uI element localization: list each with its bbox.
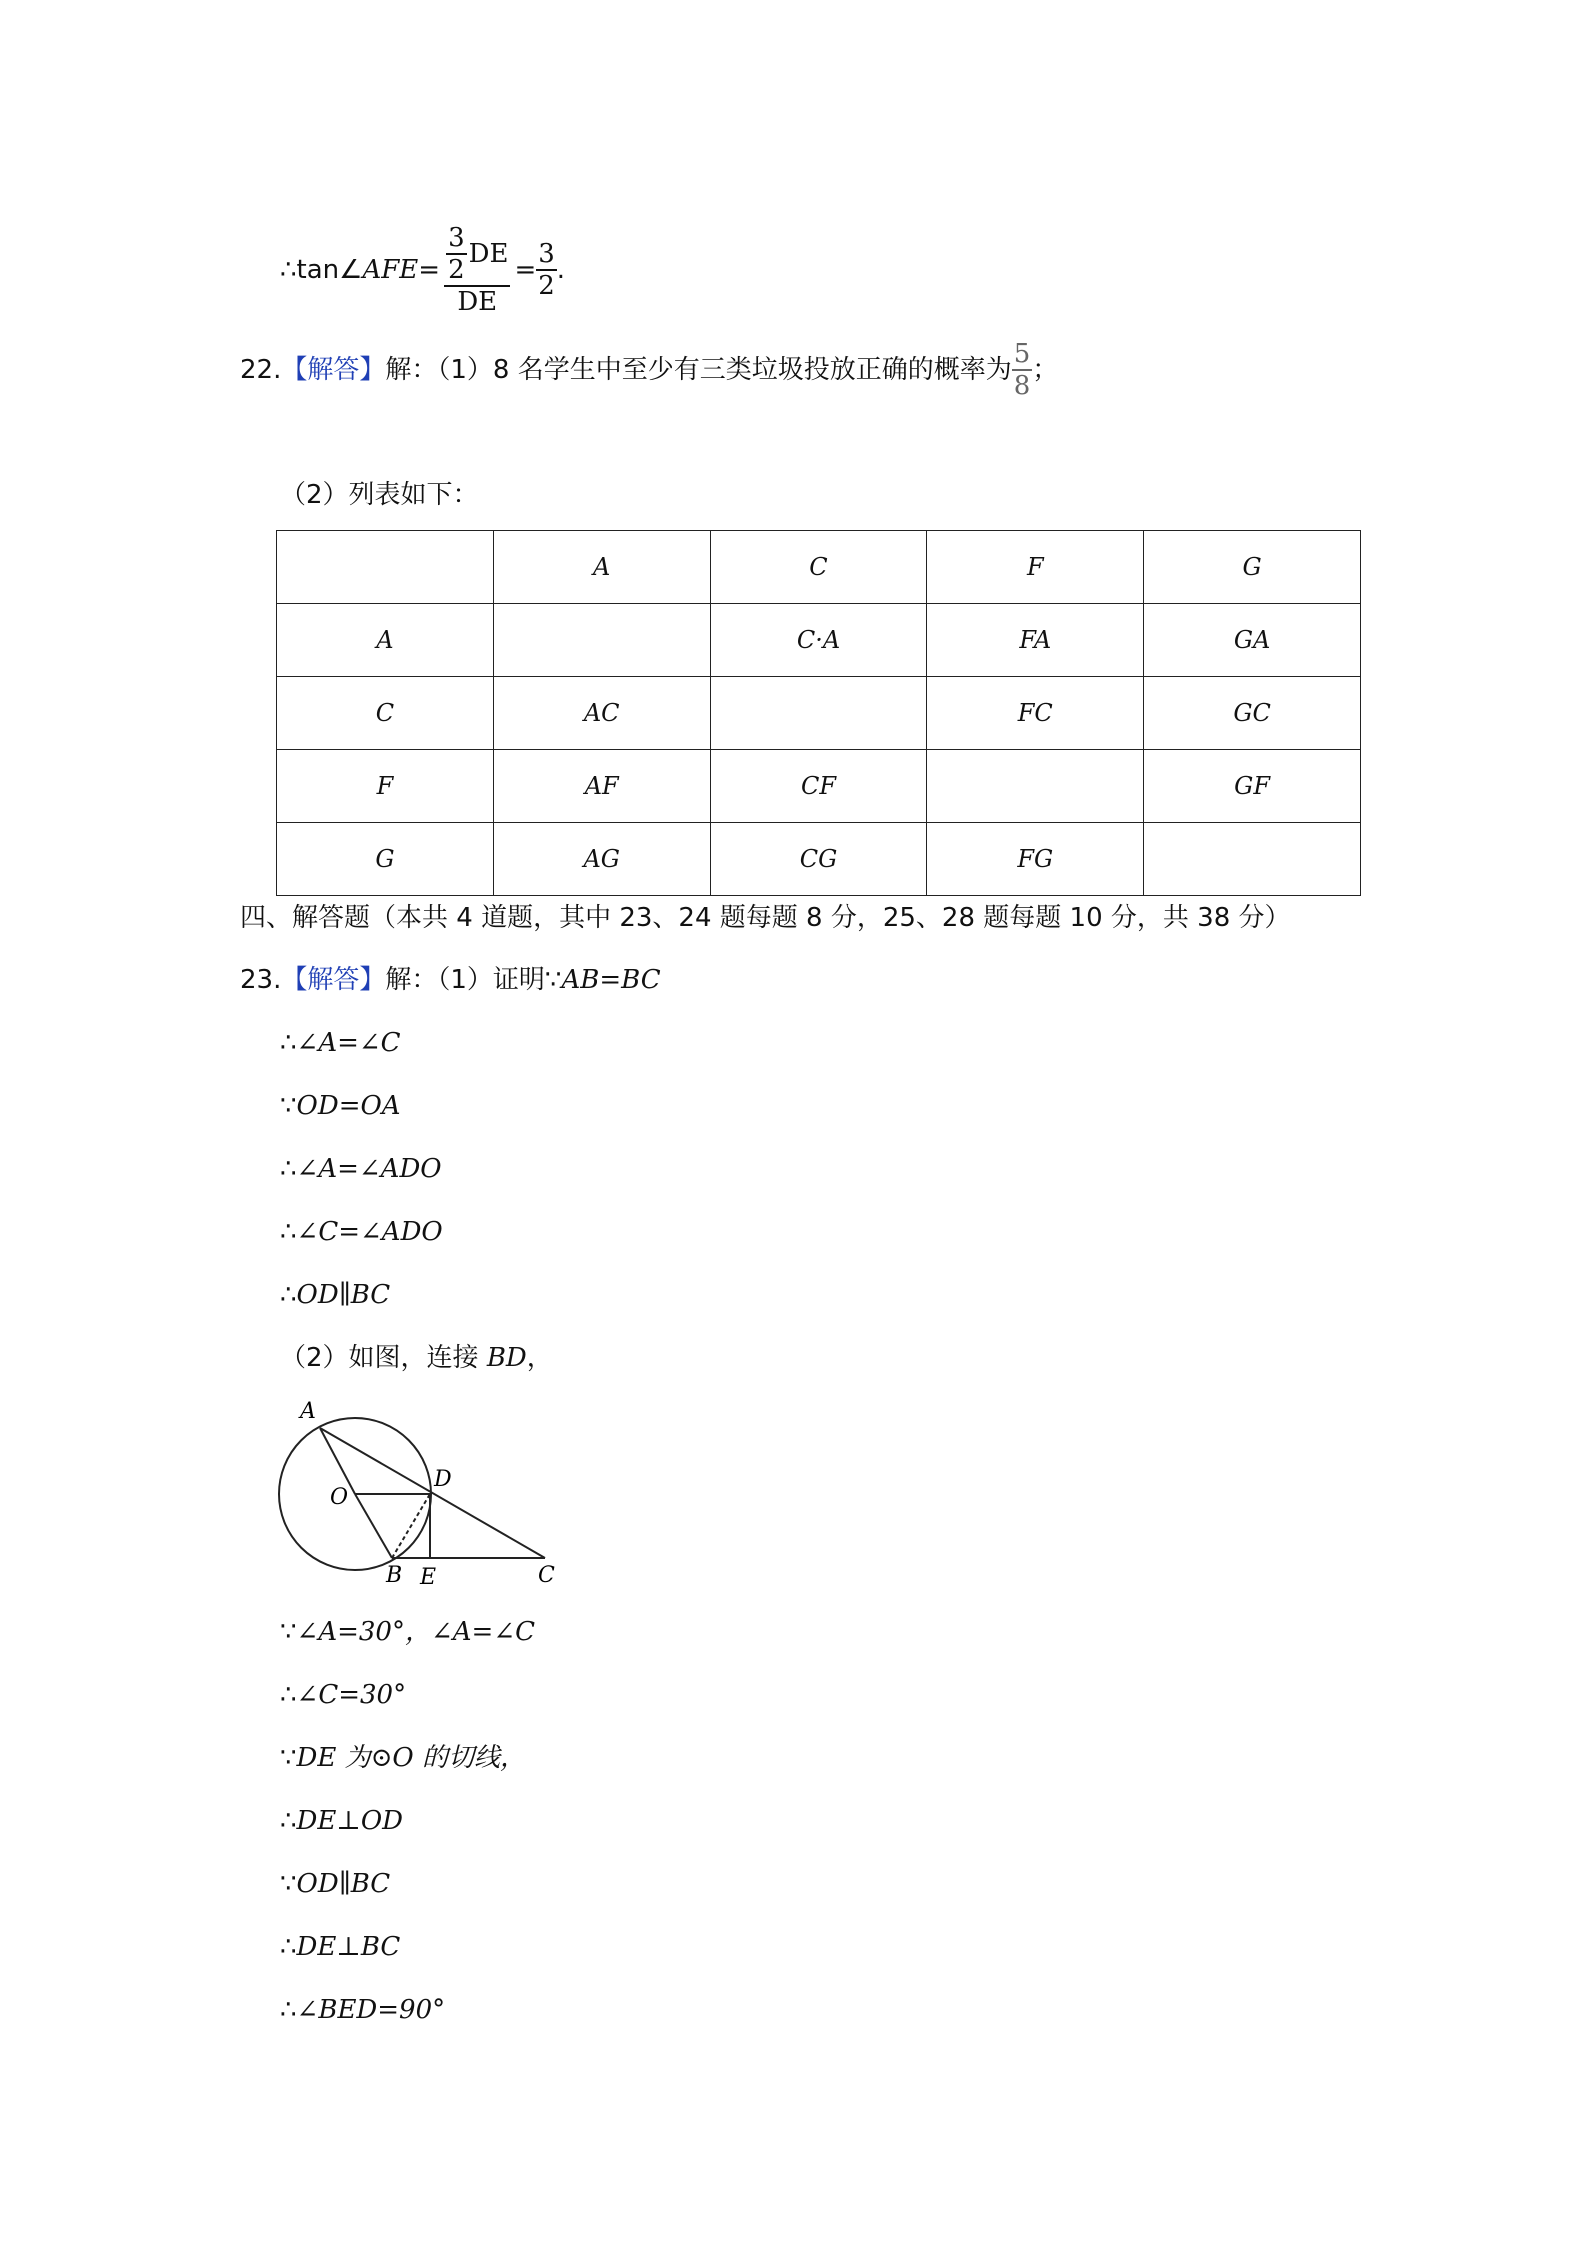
- q22-number: 22.: [240, 355, 282, 385]
- table-cell: [493, 604, 710, 677]
- table-cell: FG: [927, 823, 1144, 896]
- step-expression: DE 为⊙O 的切线，: [296, 1743, 527, 1773]
- table-cell: FC: [927, 677, 1144, 750]
- small-fraction: $\frac{3}{2}$: [538, 239, 555, 301]
- step-expression: OD∥BC: [296, 1280, 391, 1310]
- table-row: [277, 677, 1361, 750]
- table-cell: GA: [1144, 604, 1361, 677]
- q23-line: [240, 963, 661, 997]
- table-row: [277, 750, 1361, 823]
- q22-line: 22. 【解答】 解：（1）8 名学生中至少有三类垃圾投放正确的概率为 $\frac{5}{8}$ ；: [240, 339, 1059, 401]
- proof-step: [280, 1026, 401, 1060]
- logic-symbol: ∵: [280, 1869, 297, 1899]
- logic-symbol: ∴: [280, 1806, 297, 1836]
- table-row: [277, 823, 1361, 896]
- circle-geometry-figure: [270, 1390, 570, 1590]
- step-expression: DE⊥OD: [296, 1806, 403, 1836]
- table-cell: CF: [710, 750, 927, 823]
- label-o: O: [330, 1485, 349, 1510]
- table-cell: C: [277, 677, 494, 750]
- section4-heading: 四、解答题（本共 4 道题，其中 23、24 题每题 8 分，25、28 题每题 10 分，共 38 分）: [240, 903, 1291, 933]
- step-expression: ∠A=∠ADO: [296, 1154, 442, 1184]
- equals-sign-2: =: [514, 255, 537, 285]
- logic-symbol: ∴: [280, 1932, 297, 1962]
- table-cell: A: [493, 531, 710, 604]
- table-cell: [710, 677, 927, 750]
- proof-step: [280, 1804, 403, 1838]
- proof-step: [280, 1867, 390, 1901]
- logic-symbol: ∵: [280, 1743, 297, 1773]
- step-expression: DE⊥BC: [296, 1932, 401, 1962]
- logic-symbol: ∴: [280, 1028, 297, 1058]
- table-cell: F: [277, 750, 494, 823]
- logic-symbol: ∴: [280, 1995, 297, 2025]
- logic-symbol: ∵: [280, 1617, 297, 1647]
- logic-symbol: ∴: [280, 1680, 297, 1710]
- step-expression: ∠C=30°: [296, 1680, 407, 1710]
- label-a: A: [300, 1399, 316, 1424]
- table-cell: A: [277, 604, 494, 677]
- segment-ob: [355, 1494, 392, 1558]
- step-expression: OD=OA: [296, 1091, 401, 1121]
- q23-number: 23.: [240, 965, 282, 995]
- label-c: C: [538, 1563, 555, 1588]
- proof-step: [280, 1089, 401, 1123]
- table-cell: C·A: [710, 604, 927, 677]
- tan-afe-line: ∴tan∠ AFE = $\frac{3}{2}$ DE DE = $\frac{3}{2}$ .: [280, 223, 566, 317]
- proof-step: [280, 1215, 443, 1249]
- table-row: [277, 604, 1361, 677]
- equals-sign: =: [418, 255, 441, 285]
- logic-symbol: ∵: [280, 1091, 297, 1121]
- table-cell: C: [710, 531, 927, 604]
- logic-symbol: ∴: [280, 1280, 297, 1310]
- part2-label: （2）列表如下：: [280, 480, 479, 510]
- table-cell: F: [927, 531, 1144, 604]
- proof-step: [280, 1741, 526, 1775]
- angle-afe: AFE: [362, 255, 419, 285]
- table-cell: GC: [1144, 677, 1361, 750]
- q23-tag: 【解答】: [281, 965, 386, 995]
- table-row: [277, 531, 1361, 604]
- table-cell: [277, 531, 494, 604]
- table-cell: G: [277, 823, 494, 896]
- proof-step: [280, 1930, 400, 1964]
- big-fraction: $\frac{3}{2}$ DE DE: [444, 223, 510, 317]
- proof-step: [280, 1278, 390, 1312]
- proof-step: [280, 1615, 535, 1649]
- label-e: E: [420, 1565, 437, 1590]
- probability-fraction: $\frac{5}{8}$: [1013, 339, 1031, 401]
- label-d: D: [434, 1467, 452, 1492]
- table-cell: CG: [710, 823, 927, 896]
- tan-prefix: ∴tan∠: [280, 255, 363, 285]
- logic-symbol: ∴: [280, 1154, 297, 1184]
- inner-fraction: $\frac{3}{2}$: [448, 223, 465, 285]
- step-expression: ∠A=30°，∠A=∠C: [296, 1617, 536, 1647]
- table-cell: [1144, 823, 1361, 896]
- step-expression: ∠C=∠ADO: [296, 1217, 443, 1247]
- q22-tag: 【解答】: [281, 355, 386, 385]
- part2b-line: （2）如图，连接 BD，: [280, 1343, 553, 1373]
- q23-text: 解：（1）证明∵: [385, 965, 562, 995]
- step-expression: ∠BED=90°: [296, 1995, 446, 2025]
- q22-text: 解：（1）8 名学生中至少有三类垃圾投放正确的概率为: [385, 355, 1012, 385]
- q23-condition: AB=BC: [561, 965, 661, 995]
- step-expression: ∠A=∠C: [296, 1028, 401, 1058]
- table-cell: G: [1144, 531, 1361, 604]
- table-cell: [927, 750, 1144, 823]
- proof-step: [280, 1678, 406, 1712]
- table-cell: GF: [1144, 750, 1361, 823]
- logic-symbol: ∴: [280, 1217, 297, 1247]
- step-expression: OD∥BC: [296, 1869, 391, 1899]
- table-cell: FA: [927, 604, 1144, 677]
- table-cell: AF: [493, 750, 710, 823]
- proof-step: [280, 1993, 445, 2027]
- table-cell: AC: [493, 677, 710, 750]
- proof-step: [280, 1152, 442, 1186]
- table-cell: AG: [493, 823, 710, 896]
- label-b: B: [386, 1563, 403, 1588]
- outcome-table: [276, 530, 1361, 896]
